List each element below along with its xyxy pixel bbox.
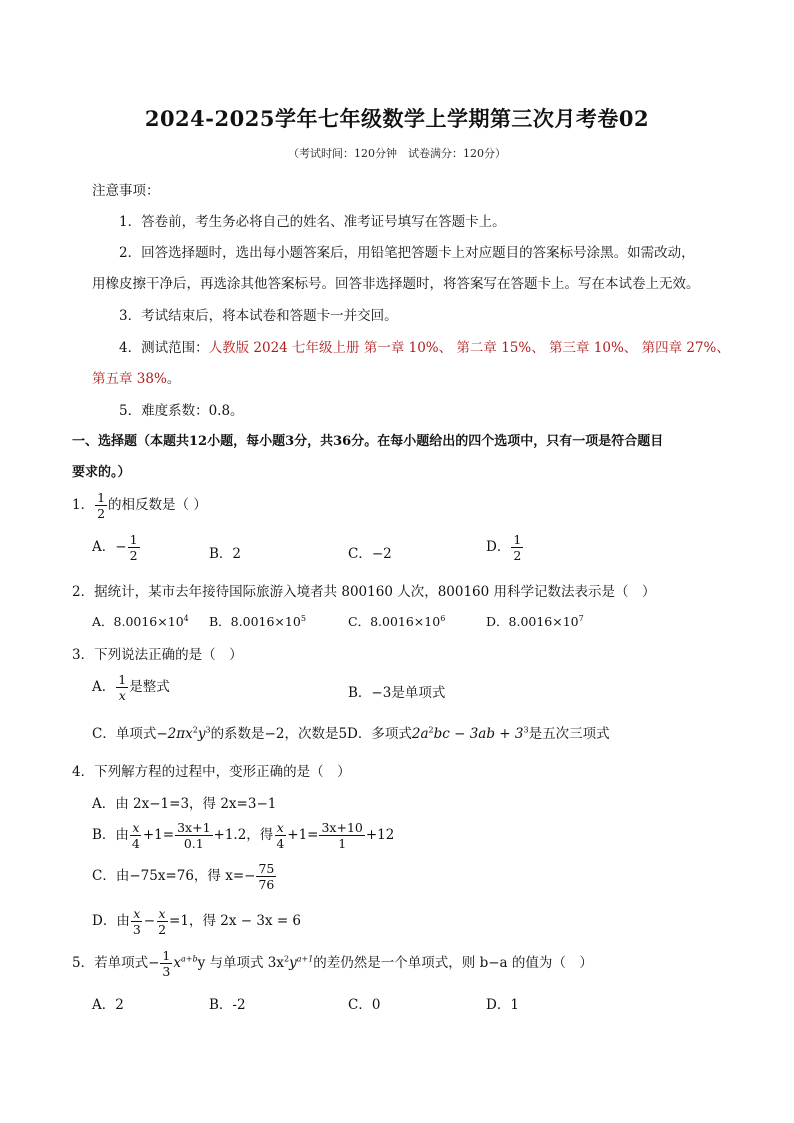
q2-option-c	[348, 612, 445, 630]
fraction	[128, 532, 140, 563]
fraction	[130, 820, 142, 851]
q2-option-d	[486, 612, 584, 630]
math-expr: x	[173, 955, 181, 971]
option-tail: 是整式	[129, 679, 170, 695]
option-text: 的系数是−2，次数是5D．多项式	[210, 726, 412, 742]
note-4-prefix: 4．测试范围：	[119, 340, 209, 356]
frac-den: 4	[276, 836, 285, 851]
frac-num: 1	[118, 672, 127, 687]
section-heading-1: 一、选择题（本题共12小题，每小题3分，共36分。在每小题给出的四个选项中，只有一项是符合题目	[72, 434, 664, 449]
frac-num: 1	[97, 490, 106, 505]
question-number: 1．	[72, 497, 95, 513]
q4-option-c	[92, 861, 277, 892]
fraction	[511, 532, 523, 563]
fraction	[95, 490, 107, 521]
q1-option-d	[486, 532, 524, 563]
q1-option-a	[92, 532, 141, 563]
exam-info: （考试时间：120分钟 试卷满分：120分）	[288, 147, 506, 160]
option-text: 是五次三项式	[528, 726, 610, 742]
option-label: D．	[486, 539, 511, 555]
q5-option-c: C．0	[348, 997, 381, 1013]
exponent: 7	[578, 613, 584, 623]
frac-den: 2	[129, 548, 138, 563]
question-stem: y 与单项式 3x	[197, 955, 284, 971]
section-heading-2: 要求的。）	[72, 465, 131, 480]
exponent: 2	[284, 954, 290, 964]
note-1: 1．答卷前，考生务必将自己的姓名、准考证号填写在答题卡上。	[119, 214, 506, 230]
option-text: +12	[365, 827, 395, 843]
frac-num: x	[276, 820, 284, 835]
fraction	[160, 948, 172, 979]
q2-option-a	[92, 612, 189, 630]
frac-den: 2	[513, 548, 522, 563]
math-expr: bc − 3ab + 3	[433, 726, 524, 742]
option-text: B．由	[92, 827, 129, 843]
q3-option-b: B．−3是单项式	[348, 685, 446, 701]
frac-den: x	[118, 688, 126, 703]
note-2a: 2．回答选择题时，选出每小题答案后，用铅笔把答题卡上对应题目的答案标号涂黑。如需改动，	[119, 245, 695, 261]
question-3: 3．下列说法正确的是（ ）	[72, 647, 243, 663]
question-stem: 的差仍然是一个单项式，则 b−a 的值为（ ）	[313, 955, 593, 971]
fraction	[116, 672, 128, 703]
notes-heading: 注意事项：	[92, 183, 160, 199]
note-4b	[92, 367, 180, 387]
option-text: +1=	[287, 827, 319, 843]
frac-den: 3	[132, 922, 141, 937]
q4-option-d	[92, 906, 301, 937]
fraction	[175, 820, 212, 851]
fraction	[131, 906, 143, 937]
question-stem: 的相反数是（ ）	[108, 497, 207, 513]
frac-num: 3x+10	[321, 820, 363, 835]
question-stem: 5．若单项式−	[72, 955, 160, 971]
note-2b: 用橡皮擦干净后，再选涂其他答案标号。回答非选择题时，将答案写在答题卡上。写在本试卷上无效。	[92, 276, 700, 292]
option-text: +1=	[142, 827, 175, 843]
question-1	[72, 490, 207, 521]
note-4b-tail: 。	[166, 371, 181, 387]
frac-num: 1	[513, 532, 522, 547]
q5-option-a: A．2	[92, 997, 124, 1013]
exponent: a+1	[296, 954, 314, 964]
question-2: 2．据统计，某市去年接待国际旅游入境者共 800160 人次，800160 用科学记数法表示是（ ）	[72, 584, 656, 600]
option-text: B．8.0016×10	[209, 614, 301, 629]
option-label: A．	[92, 679, 116, 695]
frac-den: 0.1	[183, 836, 204, 851]
option-text: C．单项式	[92, 726, 157, 742]
exponent: a+b	[180, 954, 198, 964]
exponent: 4	[183, 613, 189, 623]
fraction	[274, 820, 286, 851]
frac-num: x	[133, 906, 141, 921]
option-label: A．−	[92, 539, 127, 555]
frac-num: 1	[129, 532, 138, 547]
option-text: C．8.0016×10	[348, 614, 441, 629]
q5-option-b: B．-2	[209, 997, 246, 1013]
fraction	[319, 820, 364, 851]
option-text: A．8.0016×10	[92, 614, 184, 629]
frac-den: 76	[258, 877, 275, 892]
frac-num: x	[132, 820, 140, 835]
fraction	[256, 861, 276, 892]
note-5: 5．难度系数：0.8。	[119, 403, 244, 419]
frac-den: 1	[338, 836, 347, 851]
math-expr: −2πx	[156, 726, 193, 742]
frac-num: 75	[258, 861, 275, 876]
note-4b-scope: 第五章 38%	[92, 371, 167, 387]
option-text: C．由−75x=76，得 x=−	[92, 868, 256, 884]
question-5	[72, 948, 593, 979]
option-text: −	[143, 913, 156, 929]
exponent: 6	[440, 613, 446, 623]
q3-options-cd: C．单项式$-2\pi x^2y^3$的系数是−2，次数是5D．多项式$2a^2bc - 3ab + 3^3$是五次三项式	[92, 725, 610, 742]
math-expr: y	[289, 955, 297, 971]
q1-option-b: B．2	[209, 546, 242, 562]
option-text: D．8.0016×10	[486, 614, 579, 629]
q4-option-a: A．由 2x−1=3，得 2x=3−1	[92, 796, 277, 812]
page-title: 2024-2025学年七年级数学上学期第三次月考卷02	[144, 106, 650, 131]
frac-den: 4	[131, 836, 140, 851]
q1-option-c: C．−2	[348, 546, 392, 562]
frac-num: 1	[162, 948, 171, 963]
q4-option-b	[92, 820, 394, 851]
note-3: 3．考试结束后，将本试卷和答题卡一并交回。	[119, 308, 398, 324]
fraction	[156, 906, 168, 937]
frac-num: x	[158, 906, 166, 921]
frac-den: 3	[162, 964, 171, 979]
option-text: D．由	[92, 913, 130, 929]
note-4	[119, 336, 730, 356]
option-text: +1.2，得	[213, 827, 274, 843]
q2-option-b	[209, 612, 306, 630]
question-4: 4．下列解方程的过程中，变形正确的是（ ）	[72, 764, 351, 780]
note-4-scope: 人教版 2024 七年级上册 第一章 10%、 第二章 15%、 第三章 10%、 第四章 27%、	[208, 340, 730, 356]
option-text: =1，得 2x − 3x = 6	[169, 913, 302, 929]
math-expr: 2a	[411, 726, 429, 742]
q3-option-a	[92, 672, 170, 703]
exponent: 5	[300, 613, 306, 623]
frac-num: 3x+1	[177, 820, 211, 835]
q5-option-d: D．1	[486, 997, 519, 1013]
frac-den: 2	[158, 922, 167, 937]
frac-den: 2	[97, 506, 106, 521]
